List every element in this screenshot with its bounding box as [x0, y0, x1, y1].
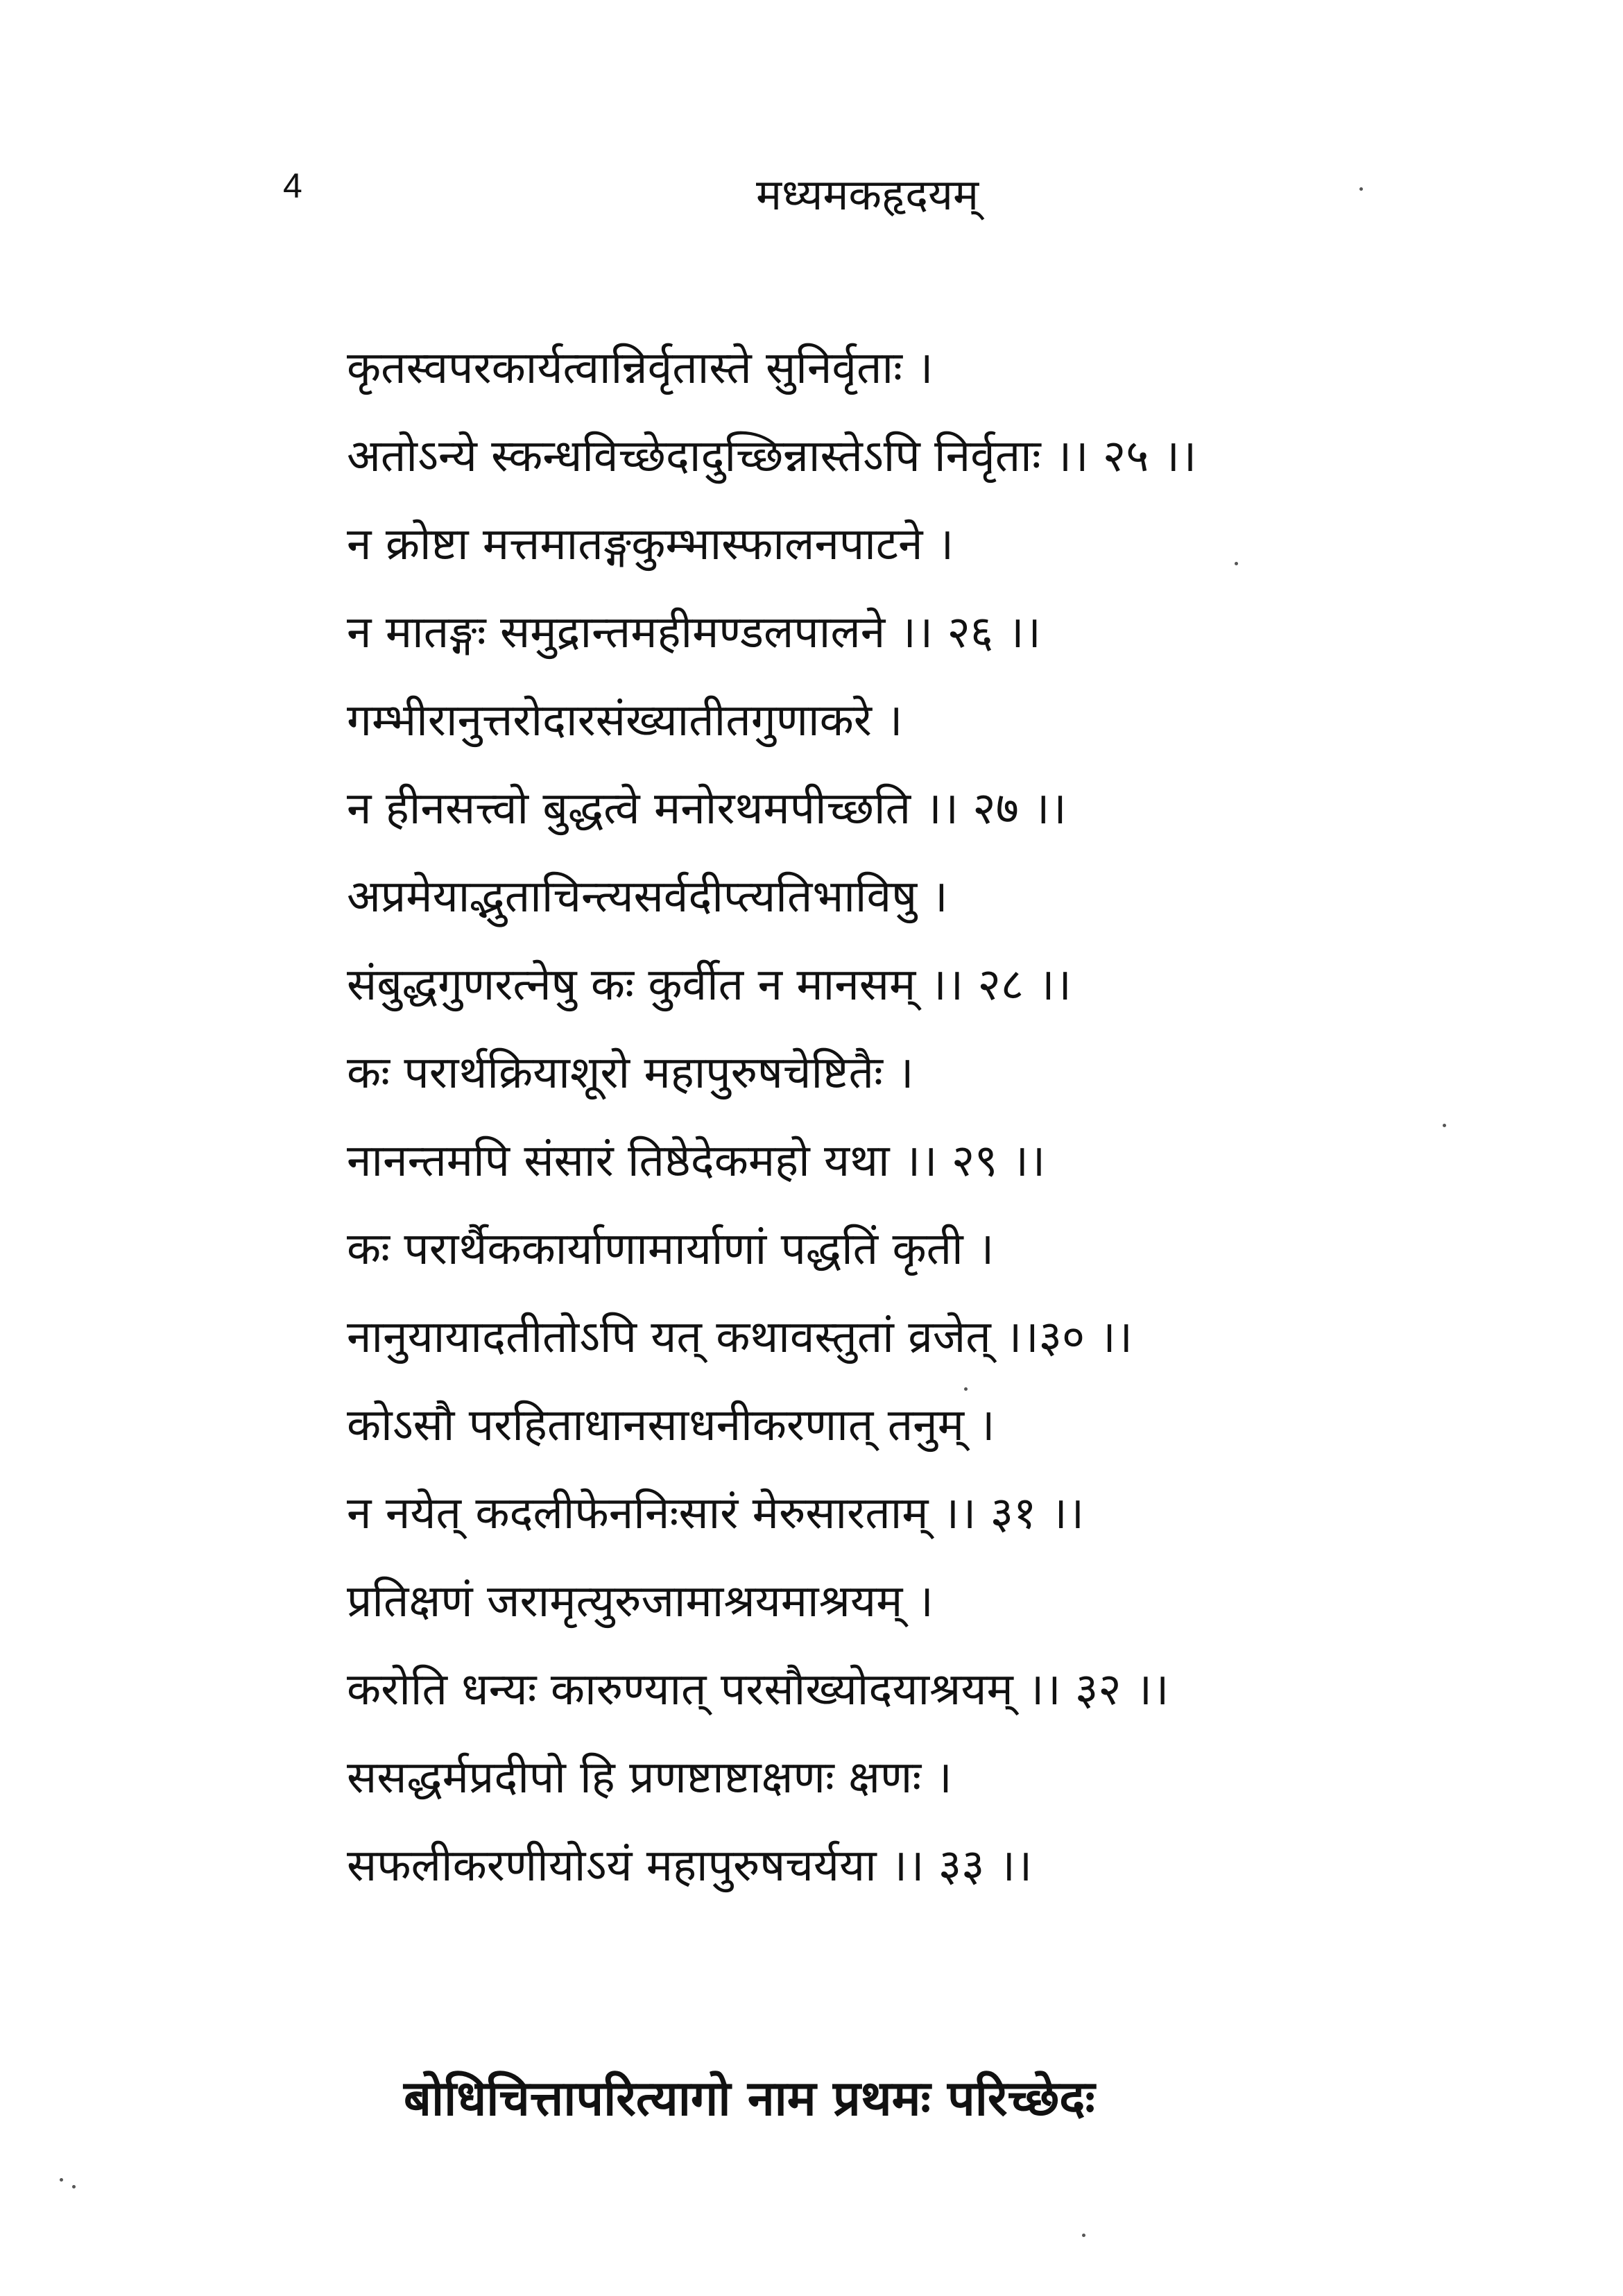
scan-speck — [60, 2178, 63, 2182]
verse-line-16: करोति धन्यः कारुण्यात् परसौख्योदयाश्रयम् ।। ३२ ।। — [347, 1664, 1169, 1715]
running-title: मध्यमकहृदयम् — [756, 169, 979, 220]
scan-speck — [72, 2185, 76, 2188]
verse-line-18: सफलीकरणीयोऽयं महापुरुषचर्यया ।। ३३ ।। — [347, 1840, 1033, 1892]
scan-speck — [1359, 187, 1363, 191]
verse-line-7: अप्रमेयाद्भुताचिन्त्यसर्वदीप्त्यतिभाविषु । — [347, 871, 948, 923]
verse-line-5: गम्भीरानुत्तरोदारसंख्यातीतगुणाकरे । — [347, 695, 903, 746]
scan-speck — [1235, 562, 1238, 565]
verse-line-9: कः परार्थक्रियाशूरो महापुरुषचेष्टितैः । — [347, 1047, 914, 1099]
verse-line-10: नानन्तमपि संसारं तिष्ठेदेकमहो यथा ।। २९ ।। — [347, 1136, 1046, 1187]
verse-line-14: न नयेत् कदलीफेननिःसारं मेरुसारताम् ।। ३१ ।। — [347, 1488, 1085, 1539]
verse-line-8: संबुद्धगुणरत्नेषु कः कुर्वीत न मानसम् ।। २८ ।। — [347, 959, 1072, 1011]
verse-line-3: न क्रोष्टा मत्तमातङ्गकुम्भास्फालनपाटने । — [347, 519, 954, 570]
verse-line-13: कोऽसौ परहिताधानसाधनीकरणात् तनुम् । — [347, 1400, 995, 1451]
scan-speck — [1082, 2234, 1085, 2237]
verse-block — [347, 325, 1581, 1910]
verse-line-11: कः परार्थैककार्याणामार्याणां पद्धतिं कृती । — [347, 1224, 995, 1275]
verse-line-12: नानुयायादतीतोऽपि यत् कथावस्तुतां व्रजेत् ।।३० ।। — [347, 1312, 1133, 1363]
verse-line-4: न मातङ्गः समुद्रान्तमहीमण्डलपालने ।। २६ ।। — [347, 607, 1041, 658]
page-number: 4 — [283, 166, 302, 205]
verse-line-2: अतोऽन्ये स्कन्धविच्छेदादुच्छिन्नास्तेऽपि निर्वृताः ।। २५ ।। — [347, 431, 1197, 482]
verse-line-1: कृतस्वपरकार्यत्वान्निर्वृतास्ते सुनिर्वृताः । — [347, 343, 934, 394]
scan-speck — [1443, 1124, 1446, 1127]
verse-line-17: ससद्धर्मप्रदीपो हि प्रणष्टाष्टाक्षणः क्षणः । — [347, 1752, 952, 1804]
verse-line-6: न हीनसत्त्वो बुद्धत्वे मनोरथमपीच्छति ।। २७ ।। — [347, 783, 1067, 834]
verse-line-15: प्रतिक्षणं जरामृत्युरुजामाश्रयमाश्रयम् । — [347, 1576, 934, 1627]
chapter-colophon: बोधिचित्तापरित्यागो नाम प्रथमः परिच्छेदः — [404, 2069, 1095, 2127]
scan-speck — [964, 1387, 968, 1391]
